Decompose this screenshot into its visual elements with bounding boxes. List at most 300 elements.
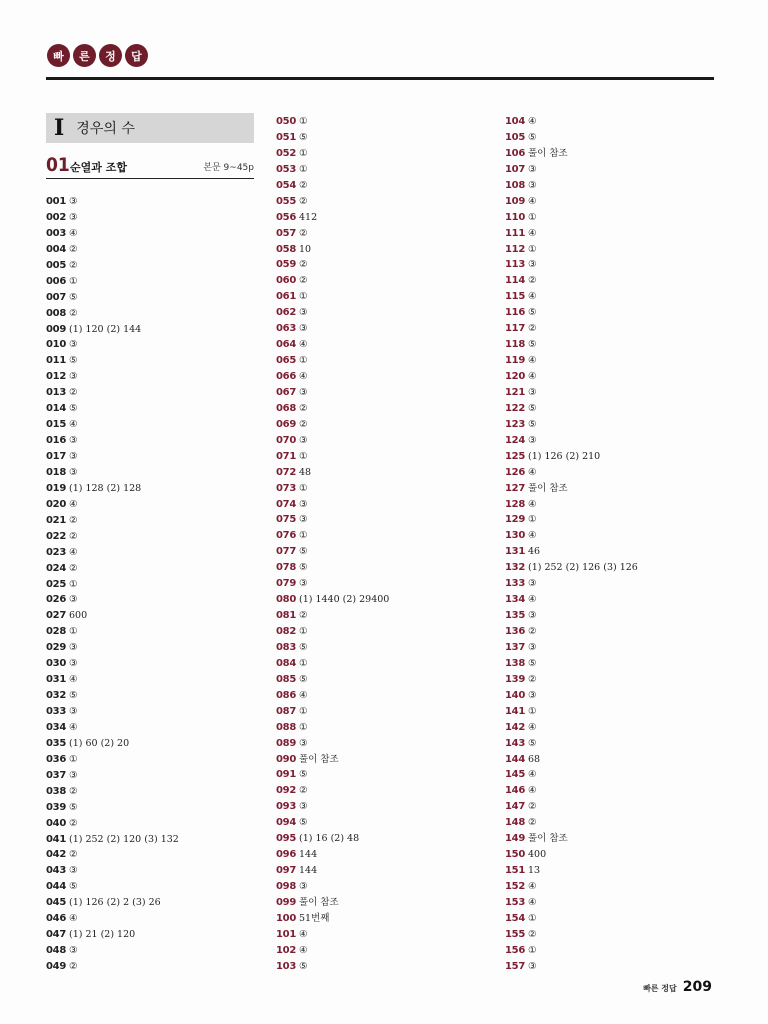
question-number: 143: [505, 737, 525, 749]
question-number: 055: [276, 195, 296, 207]
answer-item: [46, 844, 179, 860]
answer-item: [276, 749, 389, 765]
answer-item: [505, 780, 638, 796]
question-number: 142: [505, 721, 525, 733]
question-number: 054: [276, 179, 296, 191]
answer-value: ③: [68, 466, 78, 478]
answer-item: [276, 191, 389, 207]
question-number: 020: [46, 498, 66, 510]
question-number: 017: [46, 451, 66, 462]
answer-value: ④: [527, 785, 537, 797]
question-number: 129: [505, 514, 525, 526]
question-number: 114: [505, 275, 525, 287]
question-number: 071: [276, 450, 296, 462]
question-number: 034: [46, 721, 66, 733]
question-number: 052: [276, 147, 296, 159]
question-number: 130: [505, 530, 525, 542]
answer-value: (1) 126 (2) 2 (3) 26: [68, 897, 161, 909]
question-number: 109: [505, 195, 525, 207]
answer-value: ④: [527, 721, 537, 733]
answer-value: ⑤: [68, 355, 78, 367]
question-number: 097: [276, 865, 296, 877]
answer-value: ③: [298, 578, 308, 590]
answer-value: ④: [68, 721, 78, 733]
question-number: 126: [505, 466, 525, 478]
answer-item: [505, 844, 638, 860]
question-number: 082: [276, 626, 296, 637]
question-number: 120: [505, 371, 525, 382]
answer-value: ①: [298, 291, 308, 303]
answer-value: ①: [298, 147, 308, 159]
question-number: 086: [276, 689, 296, 701]
answer-item: [505, 191, 638, 207]
chapter-roman: I: [54, 115, 65, 141]
answer-value: ①: [68, 275, 78, 287]
answer-item: [46, 350, 179, 366]
answer-value: ②: [298, 195, 308, 207]
question-number: 152: [505, 881, 525, 892]
answer-item: [276, 111, 389, 127]
question-number: 079: [276, 578, 296, 590]
answer-item: [505, 860, 638, 876]
answer-value: ④: [527, 195, 537, 207]
answer-item: [505, 701, 638, 717]
answer-value: ①: [298, 530, 308, 542]
question-number: 026: [46, 594, 66, 606]
chapter-title: 경우의 수: [76, 121, 135, 137]
answer-item: [276, 462, 389, 478]
answer-item: [46, 239, 179, 255]
answer-value: 144: [298, 849, 318, 861]
answer-value: ⑤: [527, 657, 537, 669]
answer-value: ①: [68, 578, 78, 590]
question-number: 067: [276, 386, 296, 398]
answer-value: ②: [527, 817, 537, 829]
answer-value: ④: [68, 419, 78, 431]
answer-value: ④: [68, 913, 78, 925]
answer-item: [505, 812, 638, 828]
answer-item: [505, 669, 638, 685]
question-number: 125: [505, 450, 525, 462]
answer-item: [46, 223, 179, 239]
answer-item: [505, 430, 638, 446]
question-number: 032: [46, 690, 66, 702]
answer-value: ③: [527, 386, 537, 398]
question-number: 064: [276, 339, 296, 351]
question-number: 090: [276, 753, 296, 765]
question-number: 124: [505, 434, 525, 446]
answer-value: ⑤: [527, 339, 537, 351]
answer-value: ②: [68, 530, 78, 542]
answer-item: [276, 956, 389, 972]
answer-value: ④: [68, 674, 78, 686]
answer-value: ④: [68, 227, 78, 239]
answer-item: [505, 494, 638, 510]
answer-value: ⑤: [298, 562, 308, 574]
question-number: 145: [505, 769, 525, 781]
question-number: 117: [505, 323, 525, 335]
answer-value: ③: [527, 960, 537, 972]
question-number: 123: [505, 418, 525, 430]
answer-value: ③: [527, 259, 537, 271]
question-number: 141: [505, 705, 525, 717]
answer-value: ③: [298, 386, 308, 398]
answer-item: [276, 525, 389, 541]
question-number: 056: [276, 211, 296, 223]
question-number: 133: [505, 578, 525, 590]
question-number: 149: [505, 833, 525, 845]
answer-item: [276, 541, 389, 557]
answer-value: ③: [68, 658, 78, 670]
answer-item: [505, 573, 638, 589]
question-number: 024: [46, 562, 66, 574]
answer-value: ②: [298, 402, 308, 414]
answer-value: ④: [298, 944, 308, 956]
answer-value: ⑤: [527, 402, 537, 414]
question-number: 057: [276, 227, 296, 239]
answer-value: ①: [298, 163, 308, 175]
answer-value: ⑤: [68, 291, 78, 303]
question-number: 153: [505, 896, 525, 908]
answer-value: 51번째: [298, 912, 330, 924]
answer-value: ③: [527, 641, 537, 653]
answer-item: [505, 270, 638, 286]
question-number: 095: [276, 833, 296, 845]
answer-item: [505, 764, 638, 780]
answer-value: ⑤: [527, 131, 537, 143]
question-number: 104: [505, 116, 525, 127]
answer-value: ②: [527, 626, 537, 637]
answer-item: [505, 175, 638, 191]
question-number: 062: [276, 307, 296, 319]
answer-item: [505, 127, 638, 143]
answer-item: [46, 829, 179, 845]
question-number: 078: [276, 562, 296, 574]
question-number: 023: [46, 546, 66, 558]
answer-item: [46, 462, 179, 478]
question-number: 128: [505, 498, 525, 510]
answer-item: [505, 111, 638, 127]
answer-column-1: [46, 191, 179, 972]
answer-item: [505, 223, 638, 239]
answer-value: ④: [527, 769, 537, 781]
answer-value: ⑤: [298, 641, 308, 653]
answer-column-2: [276, 111, 389, 972]
question-number: 121: [505, 386, 525, 398]
answer-item: [505, 509, 638, 525]
answer-value: ②: [298, 179, 308, 191]
answer-value: ④: [527, 355, 537, 367]
answer-item: [46, 765, 179, 781]
answer-value: ③: [298, 434, 308, 446]
page-number: 209: [682, 979, 712, 995]
question-number: 006: [46, 275, 66, 287]
answer-value: 600: [68, 610, 88, 622]
answer-value: ②: [68, 849, 78, 861]
answer-value: 48: [298, 466, 312, 478]
answer-item: [46, 542, 179, 558]
answer-item: [276, 828, 389, 844]
answer-item: [505, 940, 638, 956]
question-number: 135: [505, 610, 525, 622]
question-number: 136: [505, 626, 525, 637]
question-number: 060: [276, 275, 296, 287]
answer-item: [505, 876, 638, 892]
answer-item: [276, 414, 389, 430]
answer-item: [46, 303, 179, 319]
answer-value: ③: [68, 435, 78, 447]
question-number: 148: [505, 817, 525, 829]
answer-item: [276, 717, 389, 733]
question-number: 113: [505, 259, 525, 271]
question-number: 009: [46, 323, 66, 335]
answer-item: [276, 127, 389, 143]
answer-item: [276, 605, 389, 621]
header-char: 빠: [47, 44, 70, 67]
answer-value: ①: [298, 482, 308, 494]
answer-item: [46, 637, 179, 653]
question-number: 047: [46, 929, 66, 941]
answer-value: ①: [68, 626, 78, 638]
answer-value: 412: [298, 211, 318, 223]
header-char: 른: [73, 44, 96, 67]
answer-value: ①: [298, 657, 308, 669]
answer-item: [505, 956, 638, 972]
answer-value: ①: [527, 211, 537, 223]
question-number: 040: [46, 817, 66, 829]
answer-value: ③: [298, 307, 308, 319]
question-number: 048: [46, 945, 66, 957]
footer-label: 빠른 정답: [643, 984, 677, 993]
question-number: 084: [276, 657, 296, 669]
answer-item: [46, 414, 179, 430]
answer-value: ③: [298, 323, 308, 335]
answer-item: [46, 860, 179, 876]
question-number: 112: [505, 243, 525, 255]
answer-item: [276, 764, 389, 780]
question-number: 028: [46, 626, 66, 638]
question-number: 132: [505, 562, 525, 574]
answer-item: [46, 717, 179, 733]
answer-value: ④: [298, 339, 308, 351]
answer-item: [46, 749, 179, 765]
answer-value: ③: [68, 451, 78, 462]
answer-item: [276, 223, 389, 239]
answer-value: ④: [298, 928, 308, 940]
answer-value: (1) 252 (2) 120 (3) 132: [68, 833, 179, 845]
answer-value: ①: [527, 912, 537, 924]
question-number: 004: [46, 243, 66, 255]
answer-item: [46, 526, 179, 542]
answer-item: [46, 956, 179, 972]
question-number: 100: [276, 912, 296, 924]
answer-item: [276, 350, 389, 366]
answer-value: 풀이 참조: [298, 753, 339, 765]
question-number: 103: [276, 960, 296, 972]
answer-value: (1) 252 (2) 126 (3) 126: [527, 562, 638, 574]
answer-item: [505, 796, 638, 812]
question-number: 106: [505, 147, 525, 159]
answer-value: ②: [527, 928, 537, 940]
answer-item: [276, 876, 389, 892]
answer-item: [46, 366, 179, 382]
answer-item: [276, 175, 389, 191]
question-number: 139: [505, 673, 525, 685]
question-number: 066: [276, 371, 296, 382]
answer-value: ②: [68, 259, 78, 271]
answer-item: [46, 287, 179, 303]
answer-item: [505, 207, 638, 223]
question-number: 061: [276, 291, 296, 303]
question-number: 105: [505, 131, 525, 143]
answer-item: [276, 382, 389, 398]
question-number: 150: [505, 849, 525, 861]
answer-item: [276, 143, 389, 159]
answer-item: [46, 398, 179, 414]
answer-item: [46, 191, 179, 207]
question-number: 038: [46, 785, 66, 797]
answer-item: [505, 605, 638, 621]
question-number: 053: [276, 163, 296, 175]
question-number: 147: [505, 801, 525, 813]
header-rule: [46, 77, 714, 80]
answer-item: [46, 382, 179, 398]
answer-item: [276, 908, 389, 924]
answer-item: [46, 510, 179, 526]
answer-item: [276, 302, 389, 318]
question-number: 005: [46, 259, 66, 271]
question-number: 144: [505, 753, 525, 765]
answer-value: ①: [298, 116, 308, 127]
answer-item: [46, 446, 179, 462]
answer-item: [276, 653, 389, 669]
answer-value: ④: [527, 227, 537, 239]
question-number: 134: [505, 594, 525, 606]
question-number: 027: [46, 610, 66, 622]
answer-value: ①: [527, 243, 537, 255]
answer-item: [505, 892, 638, 908]
question-number: 039: [46, 801, 66, 813]
answer-value: ⑤: [298, 769, 308, 781]
question-number: 102: [276, 944, 296, 956]
answer-value: ②: [298, 259, 308, 271]
question-number: 122: [505, 402, 525, 414]
answer-item: [46, 589, 179, 605]
answer-value: ④: [68, 546, 78, 558]
answer-value: ②: [68, 514, 78, 526]
answer-value: ④: [68, 498, 78, 510]
answer-value: ①: [527, 705, 537, 717]
answer-item: [46, 733, 179, 749]
header-char: 정: [99, 44, 122, 67]
question-number: 156: [505, 944, 525, 956]
answer-item: [505, 653, 638, 669]
answer-value: ②: [68, 562, 78, 574]
answer-value: (1) 126 (2) 210: [527, 450, 601, 462]
answer-item: [276, 478, 389, 494]
answer-value: ③: [68, 196, 78, 207]
question-number: 093: [276, 801, 296, 813]
answer-item: [276, 589, 389, 605]
question-number: 033: [46, 706, 66, 717]
answer-item: [276, 318, 389, 334]
answer-value: ②: [298, 275, 308, 287]
answer-value: ③: [298, 737, 308, 749]
answer-value: ③: [68, 211, 78, 223]
question-number: 088: [276, 721, 296, 733]
question-number: 146: [505, 785, 525, 797]
question-number: 127: [505, 482, 525, 494]
question-number: 070: [276, 434, 296, 446]
answer-value: ④: [527, 594, 537, 606]
answer-value: ③: [527, 434, 537, 446]
section-title: 순열과 조합: [70, 161, 127, 174]
answer-value: ④: [527, 371, 537, 382]
question-number: 008: [46, 307, 66, 319]
answer-item: [505, 908, 638, 924]
answer-value: 풀이 참조: [527, 482, 568, 494]
header-char: 답: [125, 44, 148, 67]
answer-value: ④: [527, 881, 537, 892]
answer-value: ④: [527, 466, 537, 478]
question-number: 094: [276, 817, 296, 829]
header-badges: [47, 44, 148, 67]
question-number: 085: [276, 673, 296, 685]
answer-item: [276, 669, 389, 685]
answer-value: 144: [298, 865, 318, 877]
question-number: 074: [276, 498, 296, 510]
question-number: 045: [46, 897, 66, 909]
answer-item: [46, 908, 179, 924]
question-number: 098: [276, 881, 296, 892]
question-number: 001: [46, 196, 66, 207]
answer-value: ④: [527, 291, 537, 303]
answer-value: 68: [527, 753, 541, 765]
answer-item: [46, 685, 179, 701]
question-number: 091: [276, 769, 296, 781]
answer-item: [276, 940, 389, 956]
question-number: 154: [505, 912, 525, 924]
answer-value: ①: [527, 944, 537, 956]
answer-value: 13: [527, 865, 541, 877]
answer-value: ②: [527, 673, 537, 685]
question-number: 131: [505, 546, 525, 558]
answer-value: 풀이 참조: [298, 896, 339, 908]
answer-item: [505, 334, 638, 350]
question-number: 157: [505, 960, 525, 972]
answer-value: ③: [527, 163, 537, 175]
answer-value: ③: [68, 769, 78, 781]
answer-item: [276, 494, 389, 510]
answer-item: [46, 892, 179, 908]
question-number: 012: [46, 371, 66, 383]
question-number: 035: [46, 737, 66, 749]
section-heading: [46, 154, 254, 179]
answer-item: [46, 797, 179, 813]
answer-item: [276, 557, 389, 573]
answer-value: ①: [527, 514, 537, 526]
question-number: 029: [46, 642, 66, 654]
answer-item: [46, 813, 179, 829]
answer-item: [276, 780, 389, 796]
question-number: 015: [46, 419, 66, 431]
question-number: 049: [46, 961, 66, 972]
question-number: 116: [505, 307, 525, 319]
answer-item: [46, 255, 179, 271]
question-number: 010: [46, 339, 66, 351]
answer-item: [276, 924, 389, 940]
section-page-range: 본문 9~45p: [203, 163, 254, 173]
